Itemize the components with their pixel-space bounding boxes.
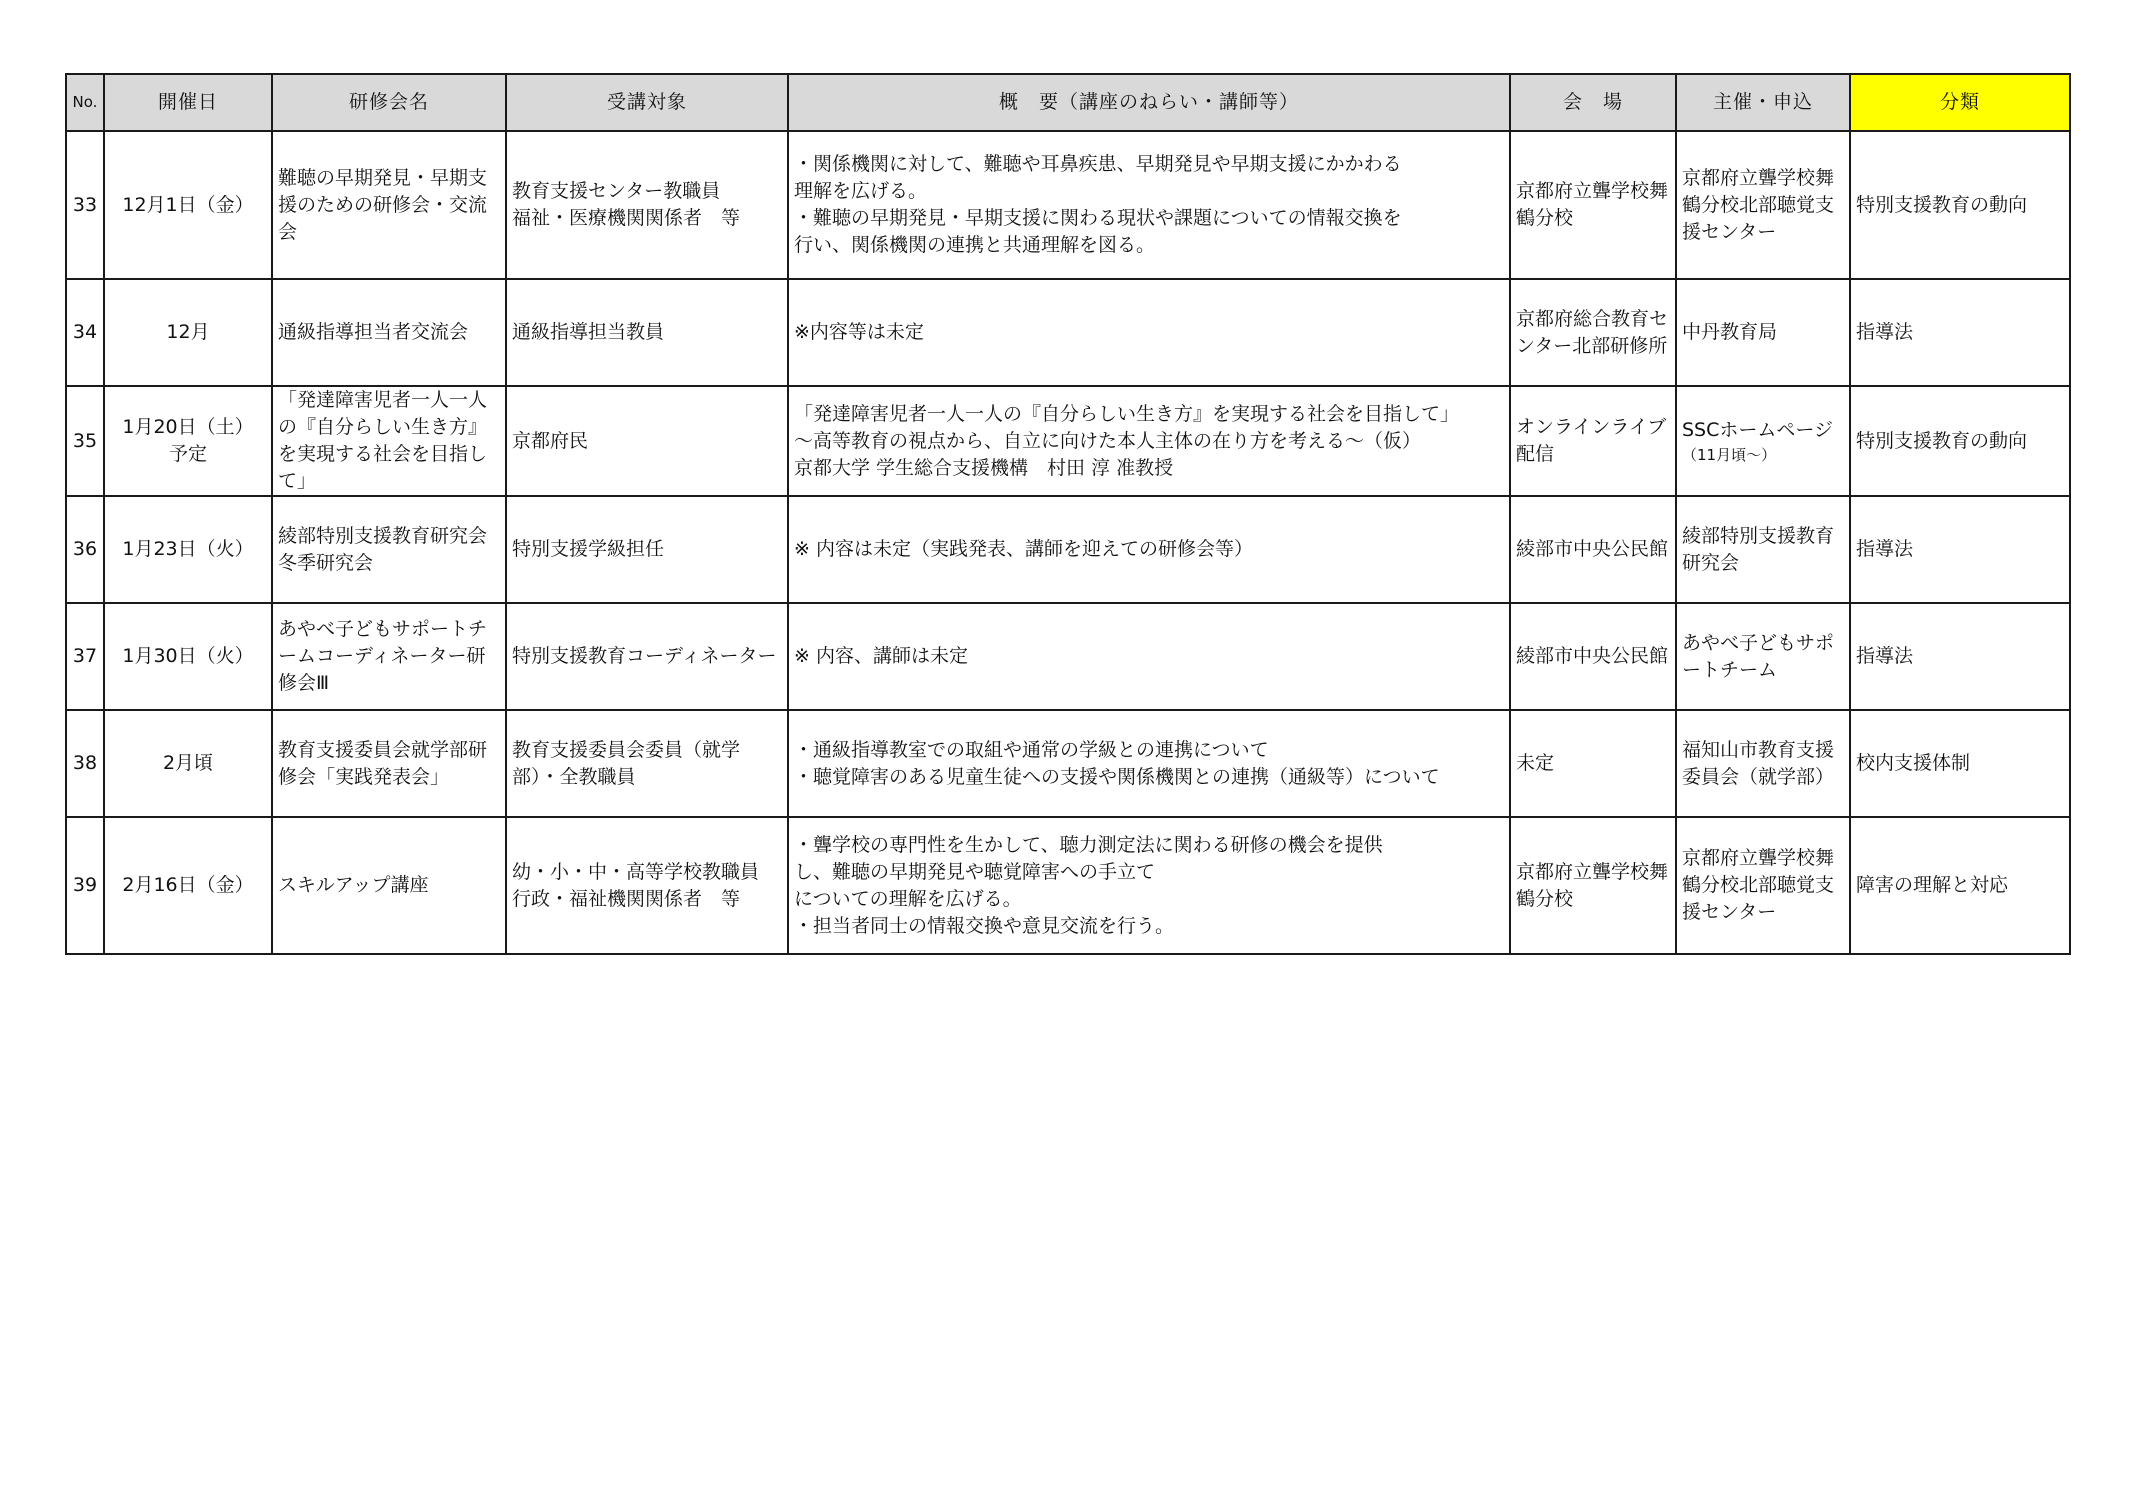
cell-text: 36 xyxy=(72,538,98,560)
cell-date xyxy=(104,817,272,954)
cell-summary xyxy=(788,710,1510,817)
header-name: 研修会名 xyxy=(272,74,506,131)
cell-text: 「発達障害児者一人一人の『自分らしい生き方』を実現する社会を目指して」 xyxy=(278,389,488,492)
cell-text: 34 xyxy=(72,321,98,343)
cell-text: 教育支援委員会就学部研修会「実践発表会」 xyxy=(278,738,488,788)
cell-text: あやべ子どもサポートチーム xyxy=(1682,631,1835,681)
cell-category xyxy=(1850,131,2070,279)
cell-text: 綾部市中央公民館 xyxy=(1516,538,1669,560)
cell-line: 1月30日（火） xyxy=(122,645,254,667)
cell-text: 未定 xyxy=(1516,752,1555,774)
table-row xyxy=(66,817,2070,954)
cell-venue xyxy=(1510,710,1676,817)
table-row xyxy=(66,131,2070,279)
table-row xyxy=(66,279,2070,386)
cell-no xyxy=(66,131,104,279)
cell-venue xyxy=(1510,817,1676,954)
cell-organizer xyxy=(1676,131,1850,279)
cell-line: ※ 内容、講師は未定 xyxy=(794,645,968,667)
cell-line: ・担当者同士の情報交換や意見交流を行う。 xyxy=(794,914,1175,937)
cell-category xyxy=(1850,386,2070,496)
cell-text: 38 xyxy=(72,752,98,774)
table-row xyxy=(66,710,2070,817)
cell-target xyxy=(506,496,788,603)
cell-line: 行い、関係機関の連携と共通理解を図る。 xyxy=(794,234,1156,256)
document-sheet xyxy=(65,73,2071,955)
cell-text: 綾部市中央公民館 xyxy=(1516,645,1669,667)
cell-line: 「発達障害児者一人一人の『自分らしい生き方』を実現する社会を目指して」 xyxy=(794,402,1460,425)
cell-line: 特別支援教育コーディネーター xyxy=(512,645,777,667)
header-category: 分類 xyxy=(1850,74,2070,131)
header-organizer: 主催・申込 xyxy=(1676,74,1850,131)
table-row xyxy=(66,603,2070,710)
cell-text: 京都府立聾学校舞鶴分校 xyxy=(1516,860,1669,910)
cell-venue xyxy=(1510,279,1676,386)
cell-category xyxy=(1850,710,2070,817)
cell-line: 1月23日（火） xyxy=(122,538,254,560)
cell-line: 行政・福祉機関関係者 等 xyxy=(512,887,741,910)
training-schedule-table xyxy=(65,73,2071,955)
cell-text: 39 xyxy=(72,874,98,896)
table-body xyxy=(66,131,2070,954)
cell-text: 特別支援教育の動向 xyxy=(1856,193,2028,216)
cell-line: 通級指導担当教員 xyxy=(512,321,665,343)
cell-line: ・聾学校の専門性を生かして、聴力測定法に関わる研修の機会を提供 xyxy=(794,833,1383,856)
cell-line: 2月16日（金） xyxy=(122,874,254,896)
cell-category xyxy=(1850,817,2070,954)
cell-line: ・通級指導教室での取組や通常の学級との連携について xyxy=(794,738,1269,761)
cell-text: 福知山市教育支援委員会（就学部） xyxy=(1682,738,1835,788)
cell-text: 校内支援体制 xyxy=(1856,752,1971,774)
cell-name xyxy=(272,710,506,817)
cell-date xyxy=(104,496,272,603)
cell-no xyxy=(66,710,104,817)
cell-line: 京都府民 xyxy=(512,429,589,452)
cell-line: ・難聴の早期発見・早期支援に関わる現状や課題についての情報交換を xyxy=(794,207,1402,229)
cell-target xyxy=(506,279,788,386)
cell-line: 12月1日（金） xyxy=(122,193,254,216)
cell-summary xyxy=(788,131,1510,279)
cell-organizer xyxy=(1676,603,1850,710)
table-header-row xyxy=(66,74,2070,131)
cell-line: ※ 内容は未定（実践発表、講師を迎えての研修会等） xyxy=(794,538,1253,560)
header-date: 開催日 xyxy=(104,74,272,131)
cell-venue xyxy=(1510,131,1676,279)
cell-date xyxy=(104,710,272,817)
cell-line: 予定 xyxy=(168,443,207,465)
cell-line: 教育支援委員会委員（就学部）・全教職員 xyxy=(512,738,741,788)
cell-name xyxy=(272,279,506,386)
cell-line: 12月 xyxy=(166,321,210,343)
cell-summary xyxy=(788,603,1510,710)
cell-target xyxy=(506,131,788,279)
cell-name xyxy=(272,817,506,954)
cell-venue xyxy=(1510,603,1676,710)
cell-line: ※内容等は未定 xyxy=(794,321,924,343)
cell-line: 福祉・医療機関関係者 等 xyxy=(512,207,741,229)
cell-organizer xyxy=(1676,279,1850,386)
cell-text: SSCホームページ xyxy=(1682,418,1834,441)
cell-text: 35 xyxy=(72,429,98,452)
cell-text: 指導法 xyxy=(1856,321,1914,343)
cell-text: 綾部特別支援教育研究会冬季研究会 xyxy=(278,524,488,574)
cell-name xyxy=(272,386,506,496)
cell-line: し、難聴の早期発見や聴覚障害への手立て xyxy=(794,860,1156,883)
cell-summary xyxy=(788,386,1510,496)
table-row xyxy=(66,496,2070,603)
cell-no xyxy=(66,279,104,386)
cell-summary xyxy=(788,279,1510,386)
cell-target xyxy=(506,710,788,817)
cell-text: スキルアップ講座 xyxy=(278,874,429,896)
cell-venue xyxy=(1510,496,1676,603)
cell-text: 京都府立聾学校舞鶴分校北部聴覚支援センター xyxy=(1682,847,1835,923)
cell-line: 幼・小・中・高等学校教職員 xyxy=(512,860,760,883)
cell-text: 特別支援教育の動向 xyxy=(1856,429,2028,452)
cell-category xyxy=(1850,279,2070,386)
cell-organizer xyxy=(1676,710,1850,817)
cell-text: あやべ子どもサポートチームコーディネーター研修会Ⅲ xyxy=(278,618,488,694)
header-summary: 概 要（講座のねらい・講師等） xyxy=(788,74,1510,131)
cell-category xyxy=(1850,603,2070,710)
cell-line: ～高等教育の視点から、自立に向けた本人主体の在り方を考える～（仮） xyxy=(794,429,1422,452)
cell-venue xyxy=(1510,386,1676,496)
cell-date xyxy=(104,279,272,386)
cell-line: 特別支援学級担任 xyxy=(512,538,665,560)
organizer-note: （11月頃～） xyxy=(1682,445,1777,464)
cell-date xyxy=(104,603,272,710)
table-row xyxy=(66,386,2070,496)
cell-text: 33 xyxy=(72,193,98,216)
cell-target xyxy=(506,817,788,954)
header-venue: 会 場 xyxy=(1510,74,1676,131)
cell-text: 指導法 xyxy=(1856,645,1914,667)
cell-text: 指導法 xyxy=(1856,538,1914,560)
cell-text: 京都府立聾学校舞鶴分校 xyxy=(1516,180,1669,229)
cell-text: 37 xyxy=(72,645,98,667)
cell-name xyxy=(272,496,506,603)
cell-text: 通級指導担当者交流会 xyxy=(278,321,469,343)
cell-text: オンラインライブ配信 xyxy=(1516,416,1667,465)
cell-line: についての理解を広げる。 xyxy=(794,887,1022,910)
cell-name xyxy=(272,131,506,279)
cell-no xyxy=(66,817,104,954)
cell-text: 障害の理解と対応 xyxy=(1856,874,2009,896)
cell-line: 1月20日（土） xyxy=(122,416,254,438)
cell-line: ・関係機関に対して、難聴や耳鼻疾患、早期発見や早期支援にかかわる xyxy=(794,153,1402,175)
cell-line: 2月頃 xyxy=(162,752,214,774)
cell-line: ・聴覚障害のある児童生徒への支援や関係機関との連携（通級等）について xyxy=(794,765,1440,788)
cell-category xyxy=(1850,496,2070,603)
cell-name xyxy=(272,603,506,710)
cell-line: 京都大学 学生総合支援機構 村田 淳 准教授 xyxy=(794,456,1174,479)
cell-text: 京都府立聾学校舞鶴分校北部聴覚支援センター xyxy=(1682,166,1835,243)
cell-organizer xyxy=(1676,386,1850,496)
cell-summary xyxy=(788,817,1510,954)
cell-text: 難聴の早期発見・早期支援のための研修会・交流会 xyxy=(278,166,488,243)
header-no: No. xyxy=(66,74,104,131)
cell-organizer xyxy=(1676,817,1850,954)
cell-line: 理解を広げる。 xyxy=(794,180,928,202)
cell-no xyxy=(66,496,104,603)
cell-summary xyxy=(788,496,1510,603)
cell-date xyxy=(104,131,272,279)
cell-target xyxy=(506,386,788,496)
cell-date xyxy=(104,386,272,496)
cell-target xyxy=(506,603,788,710)
cell-text: 中丹教育局 xyxy=(1682,321,1778,343)
cell-text: 綾部特別支援教育研究会 xyxy=(1682,524,1835,574)
header-target: 受講対象 xyxy=(506,74,788,131)
cell-no xyxy=(66,603,104,710)
cell-organizer xyxy=(1676,496,1850,603)
cell-line: 教育支援センター教職員 xyxy=(512,180,721,202)
cell-no xyxy=(66,386,104,496)
cell-text: 京都府総合教育センター北部研修所 xyxy=(1516,307,1669,357)
